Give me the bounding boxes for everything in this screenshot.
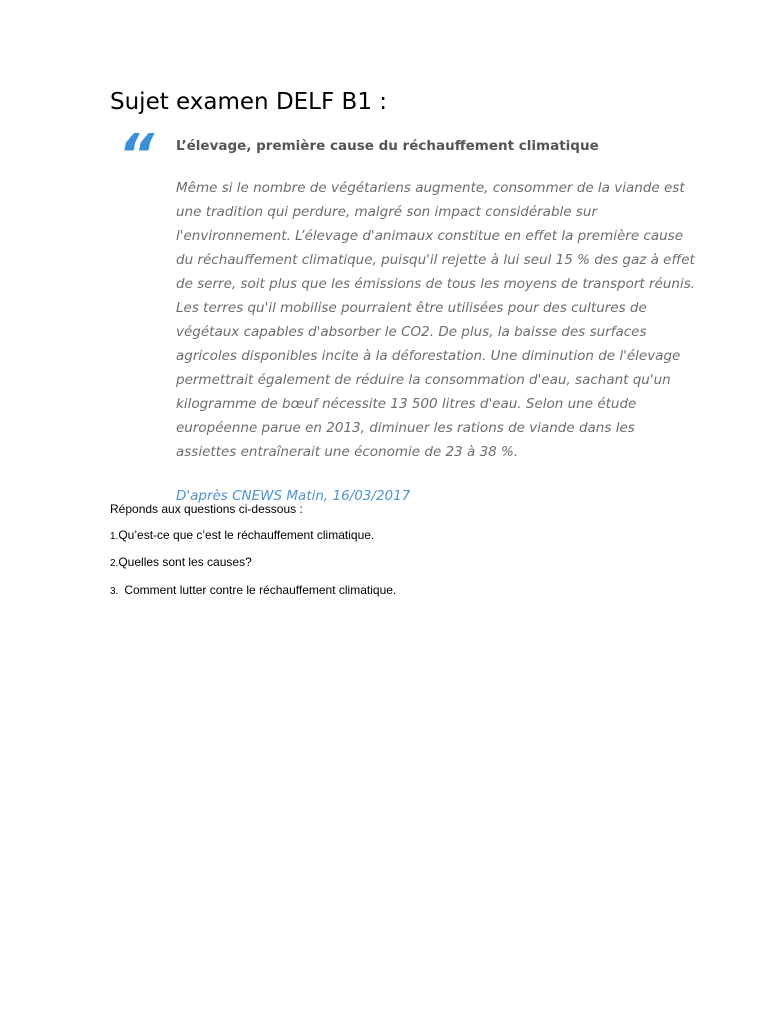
document-title: Sujet examen DELF B1 :: [110, 89, 388, 115]
quote-mark-icon: “: [118, 123, 155, 188]
question-number: 2.: [110, 558, 119, 569]
article-body: Même si le nombre de végétariens augmente, consommer de la viande est une tradition qui perdure, malgré son impact considérable sur l'environnement. L’élevage d'animaux constitue en effet la première cause du réchauffement climatique, puisqu'il rejette à lui seul 15 % des gaz à effet de serre, soit plus que les émissions de tous les moyens de transport réunis. Les terres qu'il mobilise pourraient être utilisées pour des cultures de végétaux capables d'absorber le CO2. De plus, la baisse des surfaces agricoles disponibles incite à la déforestation. Une diminution de l'élevage permettrait également de réduire la consommation d'eau, sachant qu'un kilogramme de bœuf nécessite 13 500 litres d'eau. Selon une étude européenne parue en 2013, diminuer les rations de viande dans les assiettes entraînerait une économie de 23 à 38 %.: [176, 180, 696, 460]
question-number: 3.: [110, 586, 119, 597]
question-item: [110, 526, 374, 546]
question-item: [110, 553, 252, 573]
question-number: 1.: [110, 531, 119, 542]
question-text: Comment lutter contre le réchauffement climatique.: [124, 583, 397, 597]
article-source: D'après CNEWS Matin, 16/03/2017: [176, 488, 411, 504]
question-item: [110, 581, 396, 601]
question-text: Qu’est-ce que c’est le réchauffement climatique.: [118, 528, 375, 542]
article-quote: [176, 134, 716, 508]
question-text: Quelles sont les causes?: [118, 555, 252, 569]
article-heading: L’élevage, première cause du réchauffement climatique: [176, 138, 599, 154]
instruction-text: Réponds aux questions ci-dessous :: [110, 502, 303, 516]
